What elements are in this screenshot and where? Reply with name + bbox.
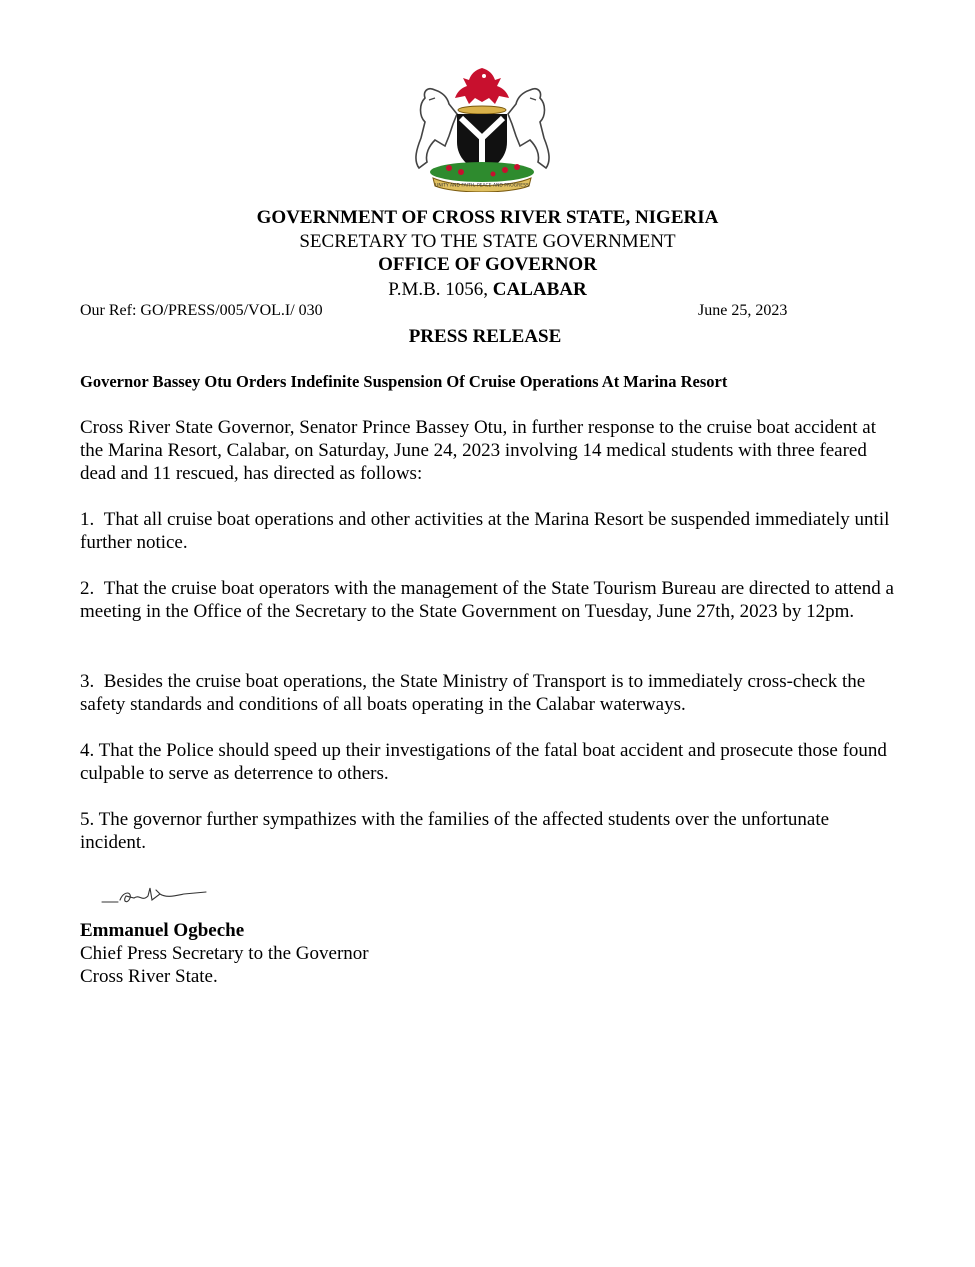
government-title: GOVERNMENT OF CROSS RIVER STATE, NIGERIA [256, 207, 719, 228]
release-date: June 25, 2023 [698, 302, 788, 319]
directive-5: 5. The governor further sympathizes with the families of the affected students over the unfortunate incident. [80, 809, 830, 853]
pmb-number: P.M.B. 1056, [388, 279, 489, 300]
coat-of-arms-icon [405, 64, 560, 192]
signature-icon [100, 884, 210, 908]
signatory-title: Chief Press Secretary to the Governor [80, 943, 369, 964]
directive-3: 3. Besides the cruise boat operations, the State Ministry of Transport is to immediately cross-check the safety standards and conditions of all boats operating in the Calabar waterways. [80, 671, 866, 715]
pmb-city: CALABAR [492, 279, 587, 300]
headline: Governor Bassey Otu Orders Indefinite Suspension Of Cruise Operations At Marina Resort [80, 372, 728, 391]
signatory-name: Emmanuel Ogbeche [80, 920, 245, 941]
secretary-line: SECRETARY TO THE STATE GOVERNMENT [299, 231, 676, 252]
press-release-label: PRESS RELEASE [408, 326, 562, 347]
signatory-state: Cross River State. [80, 966, 218, 987]
directive-4: 4. That the Police should speed up their investigations of the fatal boat accident and prosecute those found culpable to serve as deterrence to others. [80, 740, 887, 784]
directive-2: 2. That the cruise boat operators with the management of the State Tourism Bureau are directed to attend a meeting in the Office of the Secretary to the State Government on Tuesday, June 27th, 2023 by 12pm. [80, 578, 894, 622]
office-line: OFFICE OF GOVERNOR [378, 254, 597, 275]
crest-motto: UNITY AND FAITH, PEACE AND PROGRESS [435, 183, 529, 189]
directive-1: 1. That all cruise boat operations and other activities at the Marina Resort be suspended immediately until further notice. [80, 509, 890, 553]
pmb-address [0, 278, 975, 301]
reference-number: Our Ref: GO/PRESS/005/VOL.I/ 030 [80, 302, 323, 319]
intro-paragraph: Cross River State Governor, Senator Prince Bassey Otu, in further response to the cruise boat accident at the Marina Resort, Calabar, on Saturday, June 24, 2023 involving 14 medical students with three feared dead and 11 rescued, has directed as follows: [80, 417, 876, 484]
